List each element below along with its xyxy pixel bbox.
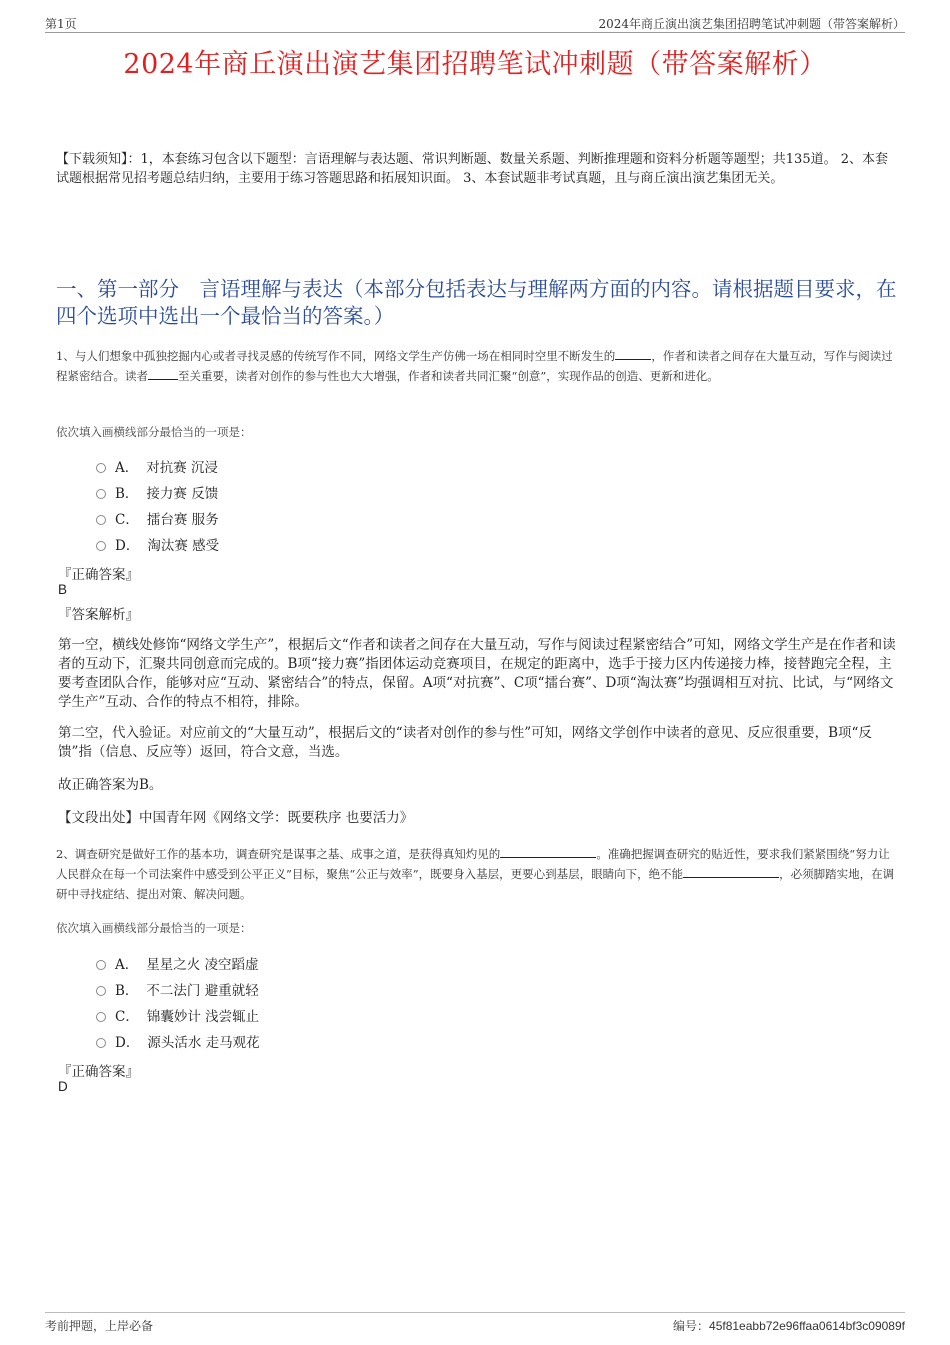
- analysis-conclusion: 故正确答案为B。: [58, 777, 163, 793]
- option-text: 接力赛 反馈: [146, 486, 219, 502]
- question-2-stem: [56, 844, 900, 904]
- source-citation: 【文段出处】中国青年网《网络文学：既要秩序 也要活力》: [58, 810, 414, 826]
- option-d[interactable]: [96, 531, 219, 557]
- option-letter: C．: [115, 1009, 139, 1025]
- correct-answer: D: [58, 1079, 68, 1094]
- radio-icon[interactable]: [96, 463, 106, 473]
- blank-line: [683, 865, 779, 878]
- option-text: 不二法门 避重就轻: [146, 983, 259, 999]
- option-letter: B．: [115, 983, 139, 999]
- question-2-stem-part-a: 2、调查研究是做好工作的基本功，调查研究是谋事之基、成事之道，是获得真知灼见的: [56, 847, 501, 861]
- radio-icon[interactable]: [96, 986, 106, 996]
- code-value: 45f81eabb72e96ffaa0614bf3c09089f: [709, 1319, 905, 1333]
- question-1-stem-part-a: 1、与人们想象中孤独挖掘内心或者寻找灵感的传统写作不同，网络文学生产仿佛一场在相同时空里不断发生的: [56, 349, 616, 363]
- section-heading: 一、第一部分 言语理解与表达（本部分包括表达与理解两方面的内容。请根据题目要求，在四个选项中选出一个最恰当的答案。）: [56, 277, 897, 328]
- option-text: 锦囊妙计 浅尝辄止: [146, 1009, 260, 1025]
- option-text: 擂台赛 服务: [146, 512, 219, 528]
- running-title: 2024年商丘演出演艺集团招聘笔试冲刺题（带答案解析）: [598, 17, 905, 31]
- radio-icon[interactable]: [96, 1038, 106, 1048]
- radio-icon[interactable]: [96, 960, 106, 970]
- page-header: [45, 12, 905, 33]
- question-1-prompt: 依次填入画横线部分最恰当的一项是：: [56, 425, 252, 439]
- analysis-paragraph-2: 第二空，代入验证。对应前文的“大量互动”，根据后文的“读者对创作的参与性”可知，网络文学创作中读者的意见、反应很重要，B项“反馈”指（信息、反应等）返回，符合文意，当选。: [58, 725, 872, 760]
- option-c[interactable]: [96, 1002, 260, 1028]
- option-letter: A．: [115, 957, 139, 973]
- analysis-paragraph-1: 第一空，横线处修饰“网络文学生产”，根据后文“作者和读者之间存在大量互动，写作与阅读过程紧密结合”可知，网络文学生产是在作者和读者的互动下，汇聚共同创意而完成的。B项“接力赛”指团体运动竞赛项目，在规定的距离中，选手于接力区内传递接力棒，接替跑完全程，主要考查团队合作，能够对应“互动、紧密结合”的特点，保留。A项“对抗赛”、C项“擂台赛”、D项“淘汰赛”均强调相互对抗、比试，与“网络文学生产”互动、合作的特点不相符，排除。: [58, 637, 896, 710]
- option-c[interactable]: [96, 505, 219, 531]
- download-notice: 【下载须知】：1，本套练习包含以下题型：言语理解与表达题、常识判断题、数量关系题、判断推理题和资料分析题等题型；共135道。 2、本套试题根据常见招考题总结归纳，主要用于练习答题思路和拓展知识面。 3、本套试题非考试真题，且与商丘演出演艺集团无关。: [56, 152, 888, 186]
- option-letter: A．: [115, 460, 139, 476]
- blank-line: [500, 845, 596, 858]
- option-b[interactable]: [96, 976, 260, 1002]
- question-2-options: [96, 950, 260, 1054]
- question-1-options: [96, 453, 219, 557]
- radio-icon[interactable]: [96, 1012, 106, 1022]
- radio-icon[interactable]: [96, 515, 106, 525]
- option-letter: D．: [115, 1035, 140, 1051]
- analysis-label: 『答案解析』: [58, 607, 139, 623]
- question-2-stem-part-c: ，必须脚踏实地，在调研中寻找症结、提出对策、解决问题。: [56, 867, 895, 901]
- blank-line: [148, 367, 178, 380]
- footer-slogan: 考前押题，上岸必备: [45, 1319, 154, 1333]
- option-text: 源头活水 走马观花: [147, 1035, 260, 1051]
- option-text: 星星之火 凌空蹈虚: [146, 957, 259, 973]
- question-1-stem-part-b: ，作者和读者之间存在大量互动，写作与阅读过程紧密结合。读者: [56, 349, 893, 383]
- option-text: 对抗赛 沉浸: [146, 460, 219, 476]
- blank-line: [615, 347, 651, 360]
- document-code: [673, 1317, 905, 1334]
- option-a[interactable]: [96, 453, 219, 479]
- question-2-stem-part-b: 。准确把握调查研究的贴近性，要求我们紧紧围绕“努力让人民群众在每一个司法案件中感受到公平正义”目标，聚焦“公正与效率”，既要身入基层，更要心到基层，眼睛向下，绝不能: [56, 847, 890, 881]
- option-letter: C．: [115, 512, 139, 528]
- correct-answer-label: 『正确答案』: [58, 567, 139, 583]
- option-a[interactable]: [96, 950, 260, 976]
- option-letter: D．: [115, 538, 140, 554]
- option-text: 淘汰赛 感受: [147, 538, 220, 554]
- question-1-stem-part-c: 至关重要，读者对创作的参与性也大大增强，作者和读者共同汇聚“创意”，实现作品的创造、更新和进化。: [178, 369, 719, 383]
- page-footer: [45, 1312, 905, 1337]
- radio-icon[interactable]: [96, 541, 106, 551]
- question-2-prompt: 依次填入画横线部分最恰当的一项是：: [56, 921, 252, 935]
- radio-icon[interactable]: [96, 489, 106, 499]
- question-1-stem: [56, 346, 900, 386]
- option-b[interactable]: [96, 479, 219, 505]
- correct-answer-label: 『正确答案』: [58, 1064, 139, 1080]
- option-letter: B．: [115, 486, 139, 502]
- correct-answer: B: [58, 582, 68, 597]
- document-title: 2024年商丘演出演艺集团招聘笔试冲刺题（带答案解析）: [123, 49, 827, 80]
- page-number: 第1页: [45, 17, 77, 31]
- option-d[interactable]: [96, 1028, 260, 1054]
- code-label: 编号：: [673, 1319, 710, 1333]
